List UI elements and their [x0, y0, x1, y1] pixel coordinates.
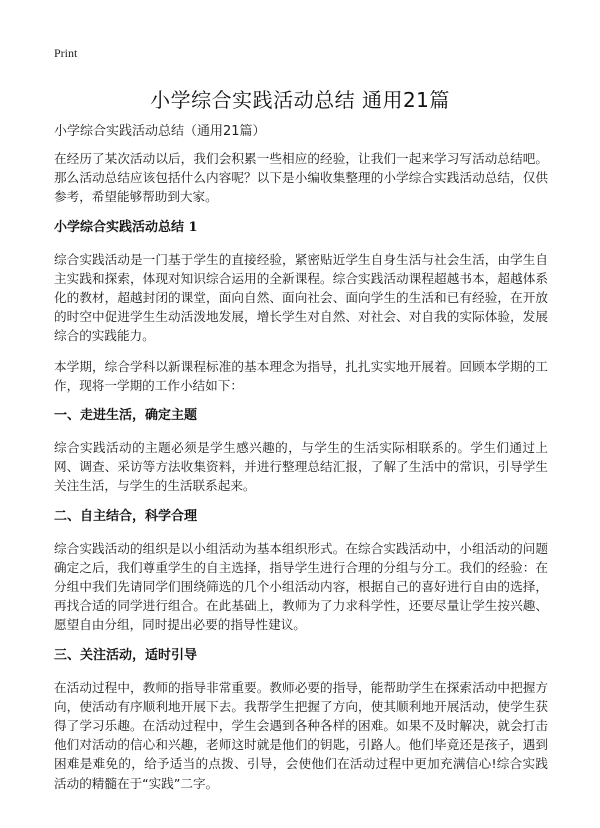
- document-subtitle: 小学综合实践活动总结（通用21篇）: [54, 124, 266, 139]
- print-label: Print: [54, 46, 78, 60]
- part-text-1: 综合实践活动的主题必须是学生感兴趣的，与学生的生活实际相联系的。学生们通过上网、调查、采访等方法收集资料，并进行整理总结汇报，了解了生活中的常识，引导学生关注生活，与学生的生活联系起来。: [54, 440, 548, 494]
- part-text-3: 在活动过程中，教师的指导非常重要。教师必要的指导，能帮助学生在探索活动中把握方向，使活动有序顺利地开展下去。我帮学生把握了方向，使其顺利地开展活动，使学生获得了学习乐趣。在活动过程中，学生会遇到各种各样的困难。如果不及时解决，就会打击他们对活动的信心和兴趣，老师这时就是他们的钥匙，引路人。他们毕竟还是孩子，遇到困难是难免的，给予适当的点拨、引导，会使他们在活动过程中更加充满信心!综合实践活动的精髓在于“实践”二字。: [54, 679, 548, 791]
- part-text-2: 综合实践活动的组织是以小组活动为基本组织形式。在综合实践活动中，小组活动的问题确定之后，我们尊重学生的自主选择，指导学生进行合理的分组与分工。我们的经验：在分组中我们先请同学们围绕筛选的几个小组活动内容，根据自己的喜好进行自由的选择，再找合适的同学进行组合。在此基础上，教师为了力求科学性，还要尽量让学生按兴趣、愿望自由分组，同时提出必要的指导性建议。: [54, 540, 548, 633]
- section-heading: 小学综合实践活动总结 1: [54, 219, 198, 235]
- section-paragraph-1: 综合实践活动是一门基于学生的直接经验，紧密贴近学生自身生活与社会生活，由学生自主实践和探索，体现对知识综合运用的全新课程。综合实践活动课程超越书本，超越体系化的教材，超越封闭的课堂，面向自然、面向社会、面向学生的生活和已有经验，在开放的时空中促进学生生动活泼地发展，增长学生对自然、对社会、对自我的实际体验，发展综合的实践能力。: [54, 251, 548, 344]
- part-heading-2: 二、自主结合，科学合理: [54, 508, 198, 524]
- part-heading-3: 三、关注活动，适时引导: [54, 647, 198, 663]
- section-paragraph-2: 本学期，综合学科以新课程标准的基本理念为指导，扎扎实实地开展着。回顾本学期的工作，现将一学期的工作小结如下：: [54, 358, 548, 393]
- intro-paragraph: 在经历了某次活动以后，我们会积累一些相应的经验，让我们一起来学习写活动总结吧。那么活动总结应该包括什么内容呢？以下是小编收集整理的小学综合实践活动总结，仅供参考，希望能够帮助到大家。: [54, 151, 548, 205]
- document-title: 小学综合实践活动总结 通用21篇: [150, 88, 450, 112]
- part-heading-1: 一、走进生活，确定主题: [54, 408, 198, 424]
- document-body: [54, 149, 548, 804]
